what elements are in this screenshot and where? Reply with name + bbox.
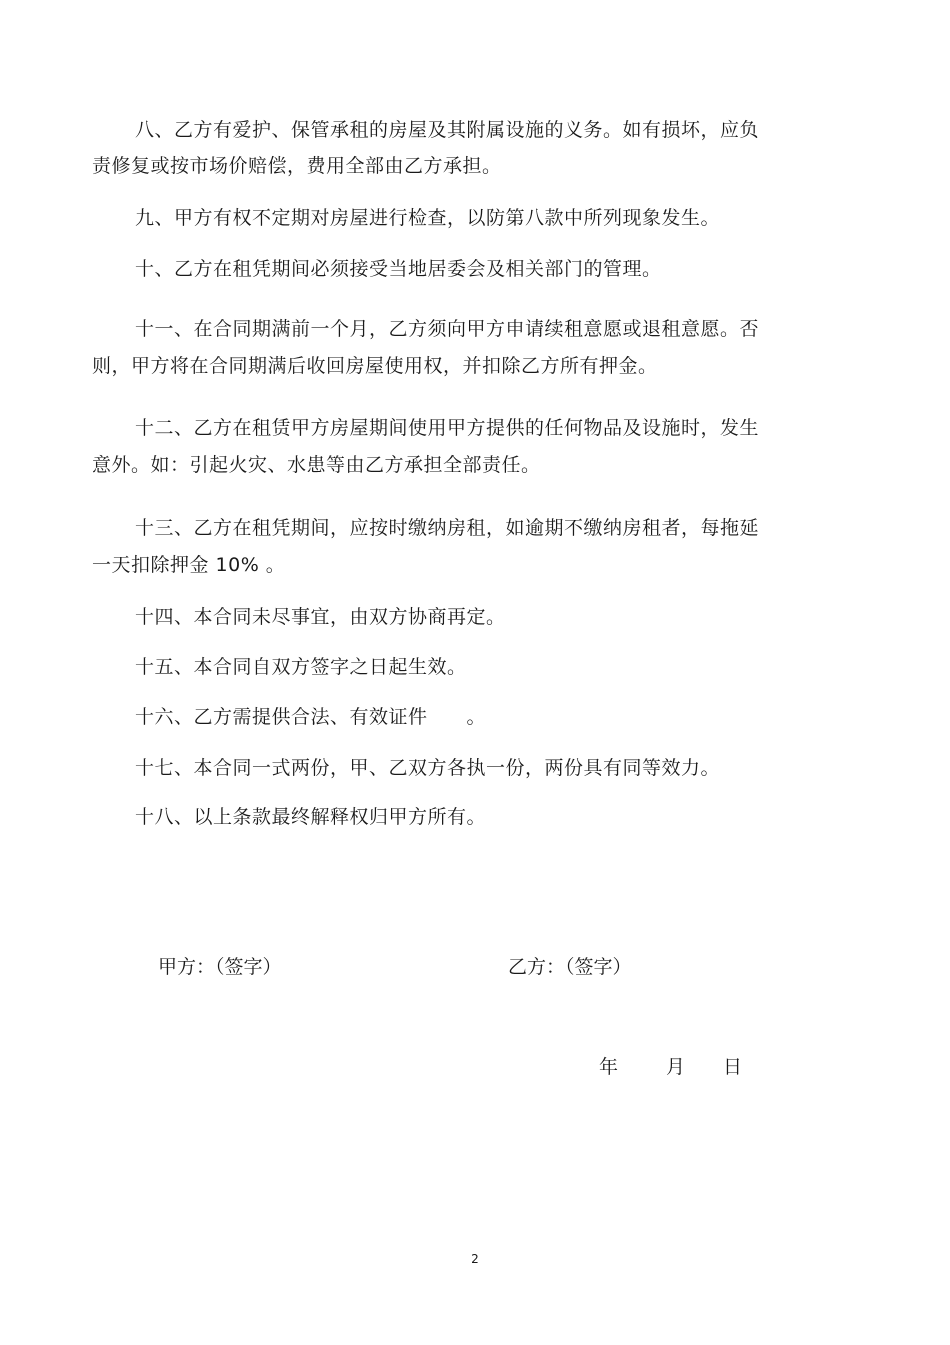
clause-13-line-1: 十三、乙方在租凭期间，应按时缴纳房租，如逾期不缴纳房租者，每拖延 [135, 517, 760, 539]
clause-16-line-1: 十六、乙方需提供合法、有效证件 。 [135, 706, 487, 728]
party-a-signature-label: 甲方：（签字） [158, 956, 282, 978]
clause-10-line-1: 十、乙方在租凭期间必须接受当地居委会及相关部门的管理。 [135, 258, 662, 280]
clause-14-line-1: 十四、本合同未尽事宜，由双方协商再定。 [135, 606, 506, 628]
clause-12-line-2: 意外。如：引起火灾、水患等由乙方承担全部责任。 [92, 454, 541, 476]
clause-15-line-1: 十五、本合同自双方签字之日起生效。 [135, 656, 467, 678]
party-b-signature-label: 乙方：（签字） [508, 956, 632, 978]
clause-18-line-1: 十八、以上条款最终解释权归甲方所有。 [135, 806, 487, 828]
clause-11-line-2: 则，甲方将在合同期满后收回房屋使用权，并扣除乙方所有押金。 [92, 355, 658, 377]
page-number: 2 [471, 1252, 479, 1266]
clause-8-line-2: 责修复或按市场价赔偿，费用全部由乙方承担。 [92, 155, 502, 177]
date-year-label: 年 [599, 1056, 619, 1078]
date-day-label: 日 [723, 1056, 743, 1078]
clause-11-line-1: 十一、在合同期满前一个月，乙方须向甲方申请续租意愿或退租意愿。否 [135, 318, 760, 340]
clause-17-line-1: 十七、本合同一式两份，甲、乙双方各执一份，两份具有同等效力。 [135, 757, 721, 779]
clause-9-line-1: 九、甲方有权不定期对房屋进行检查，以防第八款中所列现象发生。 [135, 207, 721, 229]
clause-8-line-1: 八、乙方有爱护、保管承租的房屋及其附属设施的义务。如有损坏，应负 [135, 119, 760, 141]
clause-13-line-2: 一天扣除押金 10% 。 [92, 554, 286, 576]
date-month-label: 月 [666, 1056, 686, 1078]
clause-12-line-1: 十二、乙方在租赁甲方房屋期间使用甲方提供的任何物品及设施时，发生 [135, 417, 760, 439]
